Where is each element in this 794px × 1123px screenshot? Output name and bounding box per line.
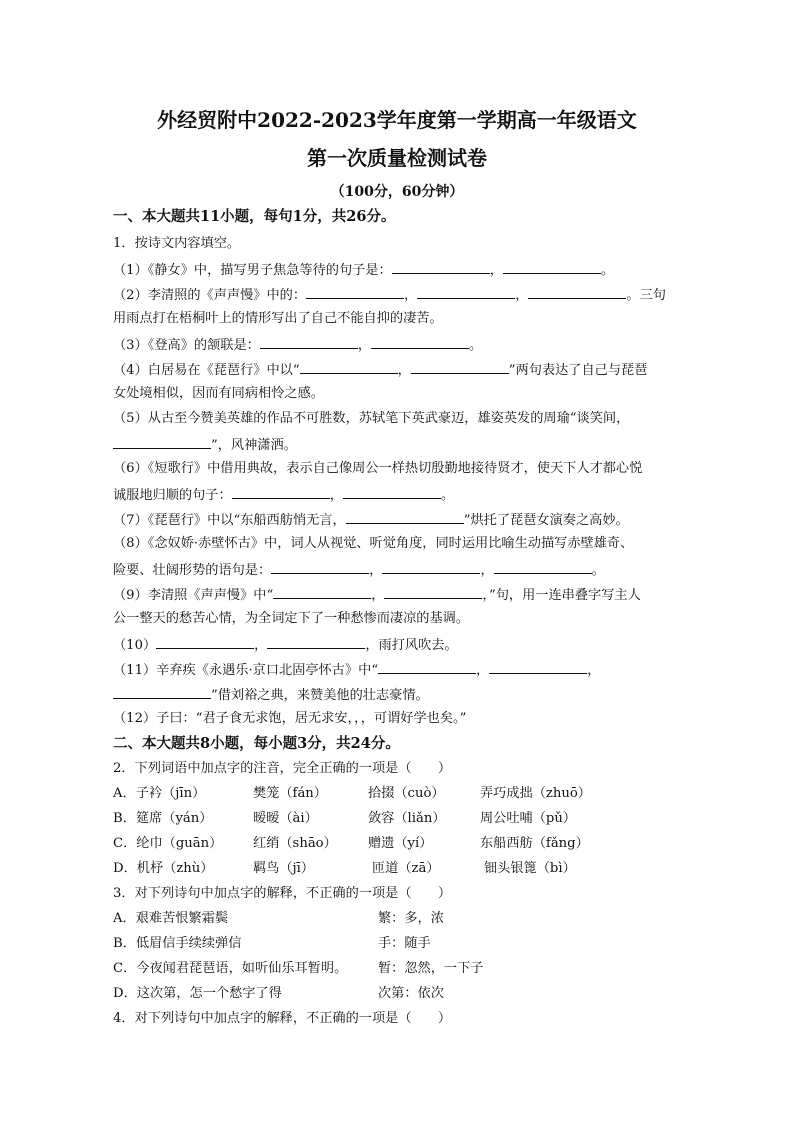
- q2-option-a-3: 拾掇（cuò）: [368, 786, 445, 801]
- q1-item-11-cont: ”借刘裕之典，来赞美他的壮志豪情。: [113, 686, 429, 704]
- q2-option-d-1[interactable]: D．机杼（zhù）: [113, 861, 214, 876]
- q2-option-c-1[interactable]: C．纶巾（guān）: [113, 836, 223, 851]
- q2-option-d-4: 钿头银篦（bì）: [484, 861, 576, 876]
- q3-option-b[interactable]: B．低眉信手续续弹信: [113, 936, 242, 951]
- q4-stem: 4．对下列诗句中加点字的解释，不正确的一项是（ ）: [113, 1011, 452, 1026]
- q1-item-1: （1）《静女》中，描写男子焦急等待的句子是： ， 。: [113, 263, 615, 278]
- q1-item-11: （11）辛弃疾《永遇乐·京口北固亭怀古》中“ ， ，: [113, 663, 601, 678]
- q2-option-c-4: 东船西舫（fǎng）: [480, 836, 589, 851]
- q1-item-4: （4）白居易在《琵琶行》中以“ ， ”两句表达了自己与琵琶: [113, 363, 648, 378]
- answer-blank[interactable]: [417, 286, 515, 299]
- q3-option-d[interactable]: D．这次第，怎一个愁字了得: [113, 986, 282, 1001]
- answer-blank[interactable]: [300, 361, 398, 374]
- q3-option-b-gloss: 手：随手: [378, 936, 431, 951]
- q1-item-5-cont: ”，风神潇洒。: [113, 436, 297, 454]
- answer-blank[interactable]: [382, 561, 480, 574]
- answer-blank[interactable]: [273, 586, 371, 599]
- q1-item-9-cont: 公一整天的愁苦心情，为全词定下了一种愁惨而凄凉的基调。: [113, 611, 470, 626]
- answer-blank[interactable]: [371, 336, 469, 349]
- answer-blank[interactable]: [528, 286, 626, 299]
- exam-score-time: （100分，60分钟）: [330, 184, 464, 200]
- q2-option-d-3: 匝道（zā）: [372, 861, 440, 876]
- q2-option-a-4: 弄巧成拙（zhuō）: [480, 786, 591, 801]
- section1-heading: 一、本大题共11小题，每句1分，共26分。: [113, 208, 396, 225]
- answer-blank[interactable]: [267, 636, 365, 649]
- answer-blank[interactable]: [346, 511, 464, 524]
- q2-option-a-2: 樊笼（fán）: [253, 786, 327, 801]
- q2-option-b-3: 敛容（liǎn）: [368, 811, 446, 826]
- answer-blank[interactable]: [392, 261, 490, 274]
- q2-option-b-2: 暧暧（ài）: [253, 811, 318, 826]
- section2-heading: 二、本大题共8小题，每小题3分，共24分。: [113, 735, 400, 752]
- answer-blank[interactable]: [503, 261, 601, 274]
- exam-title: 外经贸附中2022-2023学年度第一学期高一年级语文: [157, 108, 637, 132]
- q3-option-d-gloss: 次第：依次: [378, 986, 444, 1001]
- q1-item-2: （2）李清照的《声声慢》中的： ， ， 。三句: [113, 288, 666, 303]
- q1-item-8-cont: 险要、壮阔形势的语句是： ， ， 。: [113, 563, 605, 578]
- q1-item-5: （5）从古至今赞美英雄的作品不可胜数，苏轼笔下英武豪迈，雄姿英发的周瑜“谈笑间，: [113, 411, 630, 426]
- q1-item-6-cont: 诚服地归顺的句子： ， 。: [113, 488, 455, 503]
- q1-item-10: （10） ， ，雨打风吹去。: [113, 638, 458, 653]
- q1-item-9: （9）李清照《声声慢》中“ ， ，”句，用一连串叠字写主人: [113, 588, 641, 603]
- q1-intro: 1．按诗文内容填空。: [113, 236, 241, 251]
- answer-blank[interactable]: [232, 486, 330, 499]
- q1-item-7: （7）《琵琶行》中以“东船西舫悄无言， ”烘托了琵琶女演奏之高妙。: [113, 513, 629, 528]
- q2-option-c-2: 红绡（shāo）: [253, 836, 337, 851]
- answer-blank[interactable]: [343, 486, 441, 499]
- q3-option-c-gloss: 暂：忽然，一下子: [378, 961, 484, 976]
- q3-option-c[interactable]: C．今夜闻君琵琶语，如听仙乐耳暂明。: [113, 961, 348, 976]
- q3-stem: 3．对下列诗句中加点字的解释，不正确的一项是（ ）: [113, 886, 452, 901]
- answer-blank[interactable]: [306, 286, 404, 299]
- answer-blank[interactable]: [378, 661, 476, 674]
- q2-option-b-4: 周公吐哺（pǔ）: [480, 811, 577, 826]
- answer-blank[interactable]: [156, 636, 254, 649]
- exam-subtitle: 第一次质量检测试卷: [307, 146, 487, 170]
- q2-option-c-3: 赠遗（yí）: [368, 836, 433, 851]
- q2-option-d-2: 羁鸟（jī）: [253, 861, 315, 876]
- q1-item-2-cont: 用雨点打在梧桐叶上的情形写出了自己不能自抑的凄苦。: [113, 311, 443, 326]
- q3-option-a[interactable]: A．艰难苦恨繁霜鬓: [113, 911, 229, 926]
- answer-blank[interactable]: [113, 436, 211, 449]
- q2-stem: 2．下列词语中加点字的注音，完全正确的一项是（ ）: [113, 761, 452, 776]
- q3-option-a-gloss: 繁：多，浓: [378, 911, 444, 926]
- answer-blank[interactable]: [494, 561, 592, 574]
- q1-item-12: （12）子曰：“君子食无求饱，居无求安，，，可谓好学也矣。”: [113, 711, 467, 726]
- q1-item-4-cont: 女处境相似，因而有同病相怜之感。: [113, 386, 324, 401]
- q1-item-6: （6）《短歌行》中借用典故，表示自己像周公一样热切殷勤地接待贤才，使天下人才都心悦: [113, 461, 643, 476]
- answer-blank[interactable]: [271, 561, 369, 574]
- answer-blank[interactable]: [384, 586, 482, 599]
- q1-item-8: （8）《念奴娇·赤壁怀古》中，词人从视觉、听觉角度，同时运用比喻生动描写赤壁雄奇、: [113, 536, 634, 551]
- q2-option-a-1[interactable]: A．子衿（jīn）: [113, 786, 206, 801]
- answer-blank[interactable]: [411, 361, 509, 374]
- answer-blank[interactable]: [260, 336, 358, 349]
- answer-blank[interactable]: [489, 661, 587, 674]
- q2-option-b-1[interactable]: B．筵席（yán）: [113, 811, 213, 826]
- answer-blank[interactable]: [113, 686, 211, 699]
- q1-item-3: （3）《登高》的颔联是： ， 。: [113, 338, 483, 353]
